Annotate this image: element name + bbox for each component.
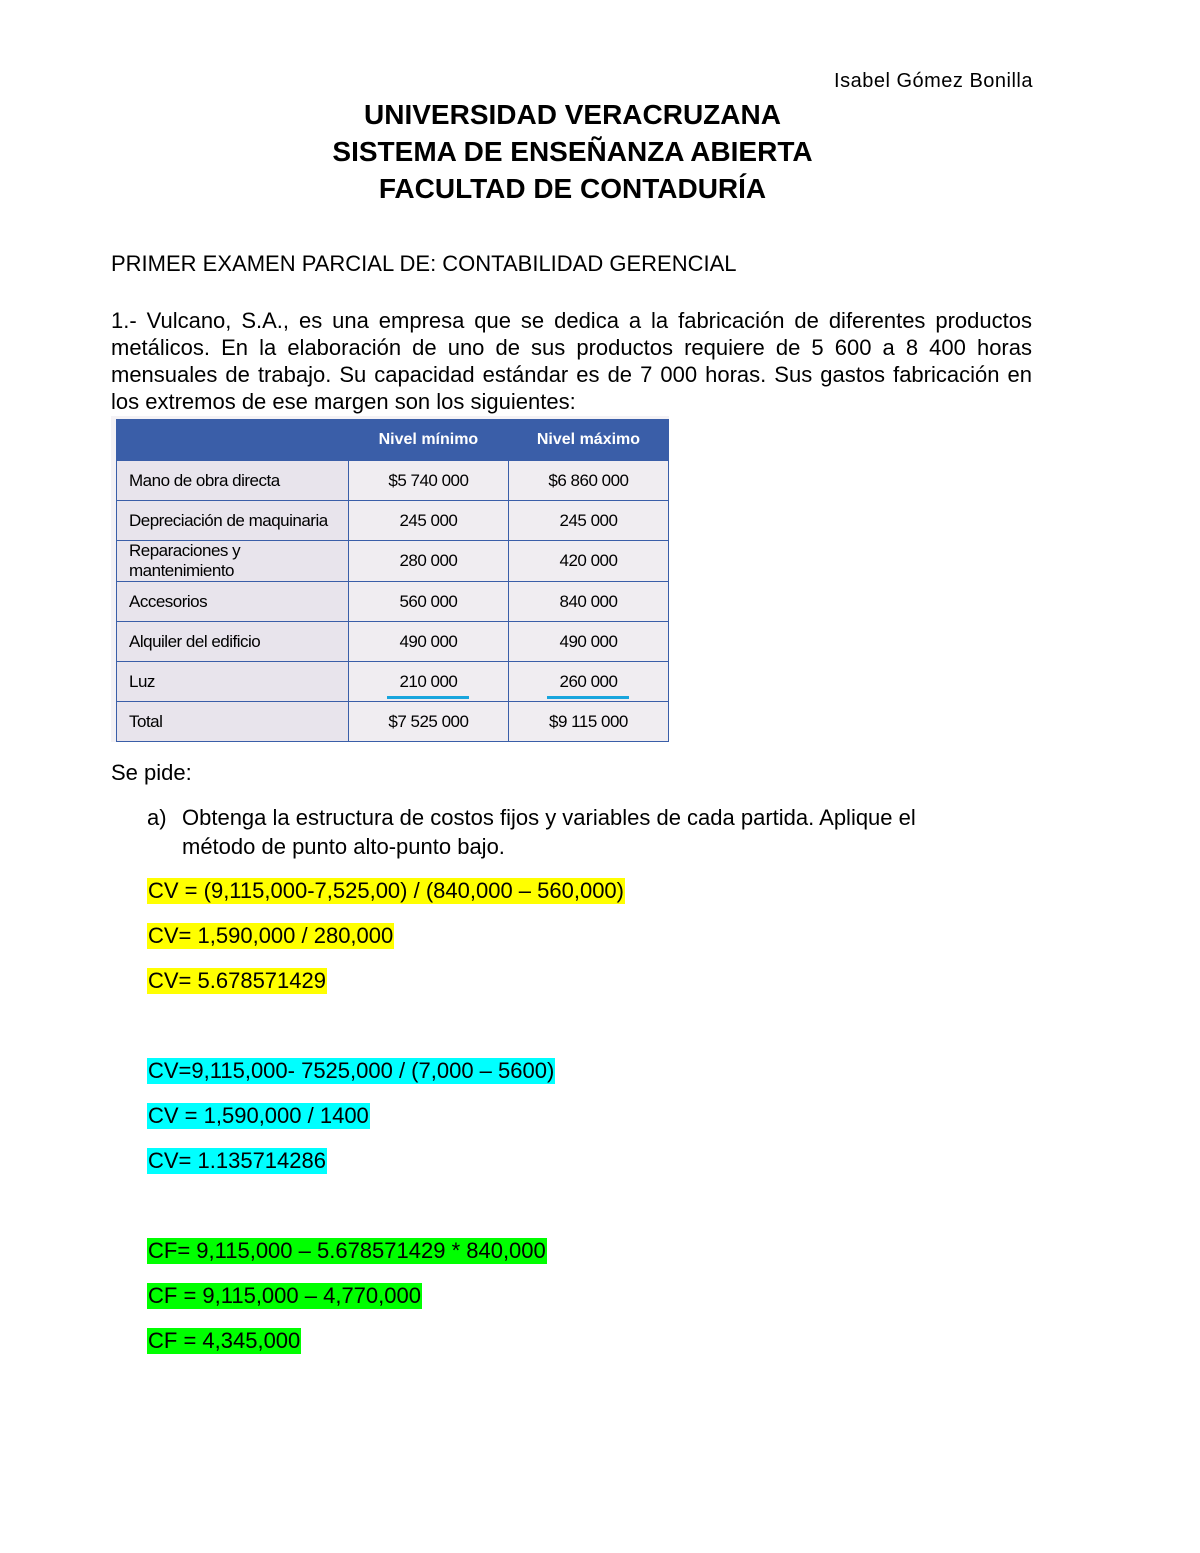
table-cell xyxy=(348,662,508,702)
costs-table-image xyxy=(111,416,669,742)
table-row xyxy=(117,541,669,582)
highlighted-formula: CF = 9,115,000 – 4,770,000 xyxy=(148,1283,421,1308)
table-cell: 840 000 xyxy=(508,582,668,622)
table-row xyxy=(117,582,669,622)
highlighted-formula: CV= 5.678571429 xyxy=(148,968,326,993)
table-total-row xyxy=(117,702,669,742)
list-item xyxy=(147,803,987,861)
table-cell: 420 000 xyxy=(508,541,668,582)
cell-value: 260 000 xyxy=(559,671,618,691)
table-cell: Alquiler del edificio xyxy=(117,622,349,662)
exam-title: PRIMER EXAMEN PARCIAL DE: CONTABILIDAD GERENCIAL xyxy=(111,251,737,276)
table-cell: $6 860 000 xyxy=(508,461,668,501)
question-text: 1.- Vulcano, S.A., es una empresa que se dedica a la fabricación de diferentes productos metálicos. En la elaboración de uno de sus productos requiere de 5 600 a 8 400 horas mensuales de trabajo. Su capacidad estándar es de 7 000 horas. Sus gastos fabricación en los extremos de ese margen son los siguientes: xyxy=(111,308,1032,414)
table-cell: Mano de obra directa xyxy=(117,461,349,501)
sum-underline xyxy=(547,696,629,699)
highlighted-formula: CV= 1.135714286 xyxy=(148,1148,326,1173)
list-item-marker: a) xyxy=(147,805,167,830)
faculty-name: FACULTAD DE CONTADURÍA xyxy=(378,173,767,204)
table-row xyxy=(117,662,669,702)
university-name: UNIVERSIDAD VERACRUZANA xyxy=(364,99,781,130)
table-cell: 280 000 xyxy=(348,541,508,582)
table-cell: Reparaciones y mantenimiento xyxy=(117,541,349,582)
cell-value: 210 000 xyxy=(399,671,458,691)
table-row xyxy=(117,501,669,541)
author-name: Isabel Gómez Bonilla xyxy=(834,70,1033,92)
document-header xyxy=(0,96,1145,207)
table-header-cell xyxy=(117,420,349,461)
table-cell: Depreciación de maquinaria xyxy=(117,501,349,541)
table-cell xyxy=(508,662,668,702)
table-cell: Total xyxy=(117,702,349,742)
table-cell: $7 525 000 xyxy=(348,702,508,742)
costs-table xyxy=(116,419,669,742)
table-cell: Accesorios xyxy=(117,582,349,622)
system-name: SISTEMA DE ENSEÑANZA ABIERTA xyxy=(332,136,813,167)
highlighted-formula: CF = 4,345,000 xyxy=(148,1328,301,1353)
table-cell: Luz xyxy=(117,662,349,702)
underlined-value xyxy=(399,672,457,692)
table-header-row xyxy=(117,420,669,461)
highlighted-formula: CV = (9,115,000-7,525,00) / (840,000 – 560,000) xyxy=(148,878,624,903)
table-header-cell: Nivel máximo xyxy=(508,420,668,461)
table-cell: 490 000 xyxy=(508,622,668,662)
table-header-cell: Nivel mínimo xyxy=(348,420,508,461)
table-cell: 490 000 xyxy=(348,622,508,662)
instructions-heading: Se pide: xyxy=(111,760,192,785)
underlined-value xyxy=(559,672,617,692)
sum-underline xyxy=(387,696,469,699)
highlighted-formula: CV=9,115,000- 7525,000 / (7,000 – 5600) xyxy=(148,1058,555,1083)
highlighted-formula: CF= 9,115,000 – 5.678571429 * 840,000 xyxy=(148,1238,546,1263)
table-cell: 245 000 xyxy=(508,501,668,541)
table-row xyxy=(117,461,669,501)
table-cell: 560 000 xyxy=(348,582,508,622)
list-item-text: Obtenga la estructura de costos fijos y variables de cada partida. Aplique el método de punto alto-punto bajo. xyxy=(182,805,916,859)
table-row xyxy=(117,622,669,662)
table-cell: 245 000 xyxy=(348,501,508,541)
highlighted-formula: CV= 1,590,000 / 280,000 xyxy=(148,923,394,948)
table-cell: $9 115 000 xyxy=(508,702,668,742)
table-cell: $5 740 000 xyxy=(348,461,508,501)
highlighted-formula: CV = 1,590,000 / 1400 xyxy=(148,1103,369,1128)
